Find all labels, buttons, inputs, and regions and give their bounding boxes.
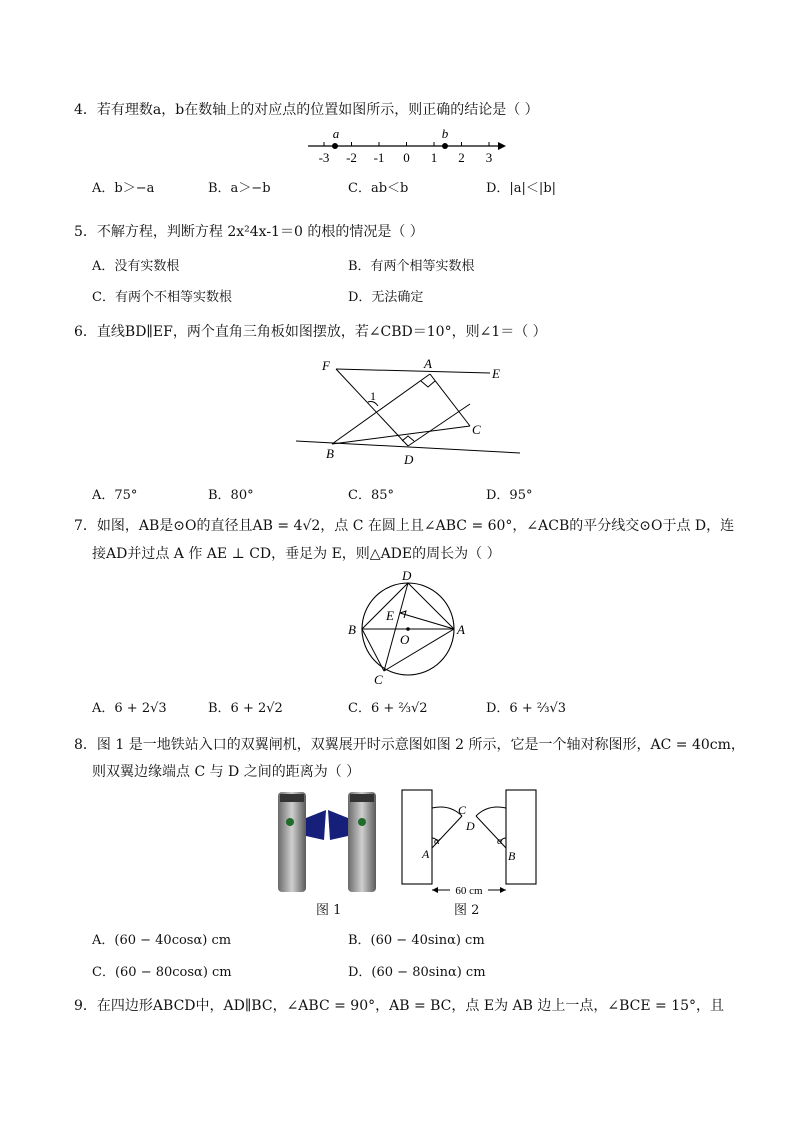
- q7-option-b[interactable]: B．6 + 2√2: [208, 701, 283, 716]
- label-alpha-right: α: [497, 835, 503, 847]
- label-b: B: [326, 446, 334, 461]
- axis-tick-label: 3: [485, 150, 493, 165]
- label-d: D: [402, 568, 412, 583]
- label-1: 1: [370, 389, 376, 403]
- point-b-label: b: [441, 126, 449, 141]
- q8-fig2-caption: 图 2: [454, 903, 480, 918]
- right-angle-mark: [400, 611, 406, 618]
- right-post: [506, 790, 536, 884]
- q7-stem-line1: 7．如图，AB是⊙O的直径且AB = 4√2，点 C 在圆上且∠ABC = 60°，∠ACB的平分线交⊙O于点 D，连: [74, 518, 735, 534]
- chord-bc: [362, 629, 384, 671]
- q6-figure: [290, 352, 530, 472]
- q7-stem-line2: 接AD并过点 A 作 AE ⊥ CD，垂足为 E，则△ADE的周长为（ ）: [92, 546, 501, 562]
- line-fe: [336, 369, 490, 373]
- dimension-label: 60 cm: [455, 885, 483, 897]
- label-e: E: [492, 366, 500, 381]
- label-f: F: [322, 358, 330, 373]
- wing-right: [328, 810, 348, 840]
- q7-option-d[interactable]: D．6 + ⅔√3: [486, 701, 567, 716]
- q8-fig1-caption: 图 1: [316, 903, 342, 918]
- label-alpha-left: α: [434, 835, 440, 847]
- q8-figure2-schematic: [396, 786, 542, 900]
- axis-tick-label: 1: [430, 150, 438, 165]
- label-e: E: [386, 608, 394, 623]
- q4-option-c[interactable]: C．ab＜b: [348, 181, 409, 196]
- label-c: C: [458, 803, 467, 817]
- q6-option-a[interactable]: A．75°: [92, 488, 138, 503]
- label-b: B: [508, 849, 516, 863]
- chord-dc: [384, 583, 408, 671]
- q5-option-d[interactable]: D．无法确定: [348, 290, 424, 305]
- q8-option-b[interactable]: B．(60 − 40sinα) cm: [348, 933, 485, 948]
- label-o: O: [400, 632, 410, 647]
- chord-ca: [384, 629, 454, 671]
- q4-option-a[interactable]: A．b＞−a: [92, 181, 155, 196]
- label-b: B: [348, 622, 356, 637]
- q4-option-d[interactable]: D．|a|＜|b|: [486, 181, 557, 196]
- point-a: [332, 143, 338, 149]
- q8-figure1-turnstile: [272, 788, 384, 898]
- q4-stem: 4．若有理数a，b在数轴上的对应点的位置如图所示，则正确的结论是（ ）: [74, 102, 539, 118]
- axis-arrow: [498, 142, 506, 150]
- label-c: C: [374, 672, 383, 687]
- q8-option-c[interactable]: C．(60 − 80cosα) cm: [92, 965, 232, 980]
- q7-option-c[interactable]: C．6 + ⅔√2: [348, 701, 428, 716]
- point-b: [442, 143, 448, 149]
- q5-option-a[interactable]: A．没有实数根: [92, 259, 180, 274]
- point-a-label: a: [332, 126, 340, 141]
- label-a: A: [424, 356, 432, 371]
- q5-option-c[interactable]: C．有两个不相等实数根: [92, 290, 232, 305]
- center-o: [406, 627, 410, 631]
- axis-tick-label: -1: [373, 150, 385, 165]
- q8-stem-line1: 8．图 1 是一地铁站入口的双翼闸机，双翼展开时示意图如图 2 所示，它是一个轴对称图形，AC = 40cm，: [74, 737, 745, 753]
- gate-left-body: [278, 792, 306, 892]
- q4-number-line: [300, 124, 520, 168]
- right-angle-mark: [421, 381, 435, 387]
- label-a: A: [422, 847, 430, 861]
- q7-figure: [340, 568, 480, 688]
- dimension-arrow-right: [500, 887, 506, 893]
- axis-tick-label: 2: [458, 150, 465, 165]
- right-angle-mark: [402, 436, 414, 441]
- q6-option-c[interactable]: C．85°: [348, 488, 394, 503]
- gate-right-indicator-icon: [358, 818, 366, 826]
- arc-d: [476, 807, 506, 816]
- triangle1-side: [408, 404, 470, 446]
- label-d: D: [404, 452, 414, 467]
- q8-option-d[interactable]: D．(60 − 80sinα) cm: [348, 965, 486, 980]
- gate-left-top: [280, 794, 304, 802]
- q6-option-d[interactable]: D．95°: [486, 488, 533, 503]
- label-a: A: [457, 622, 465, 637]
- q5-option-b[interactable]: B．有两个相等实数根: [348, 259, 475, 274]
- dimension-arrow-left: [432, 887, 438, 893]
- gate-left-indicator-icon: [286, 818, 294, 826]
- q6-stem: 6．直线BD∥EF，两个直角三角板如图摆放，若∠CBD＝10°，则∠1＝（ ）: [74, 324, 547, 340]
- axis-tick-label: -2: [346, 150, 357, 165]
- q6-option-b[interactable]: B．80°: [208, 488, 254, 503]
- label-c: C: [472, 422, 481, 437]
- left-post: [402, 790, 432, 884]
- axis-tick-label: 0: [403, 150, 410, 165]
- q7-option-a[interactable]: A．6 + 2√3: [92, 701, 167, 716]
- triangle1-side: [430, 374, 470, 426]
- gate-right-top: [350, 794, 374, 802]
- q9-stem: 9．在四边形ABCD中，AD∥BC，∠ABC = 90°，AB = BC，点 E为 AB 边上一点，∠BCE = 15°，且: [74, 998, 725, 1014]
- gate-right-body: [348, 792, 376, 892]
- q8-option-a[interactable]: A．(60 − 40cosα) cm: [92, 933, 232, 948]
- label-d: D: [466, 819, 475, 833]
- wing-left: [306, 810, 326, 840]
- q4-option-b[interactable]: B．a＞−b: [208, 181, 271, 196]
- chord-bd: [362, 583, 408, 629]
- axis-tick-label: -3: [318, 150, 330, 165]
- q5-stem: 5．不解方程，判断方程 2x²4x-1＝0 的根的情况是（ ）: [74, 224, 424, 240]
- triangle1-side: [336, 369, 408, 446]
- q8-stem-line2: 则双翼边缘端点 C 与 D 之间的距离为（ ）: [92, 764, 361, 780]
